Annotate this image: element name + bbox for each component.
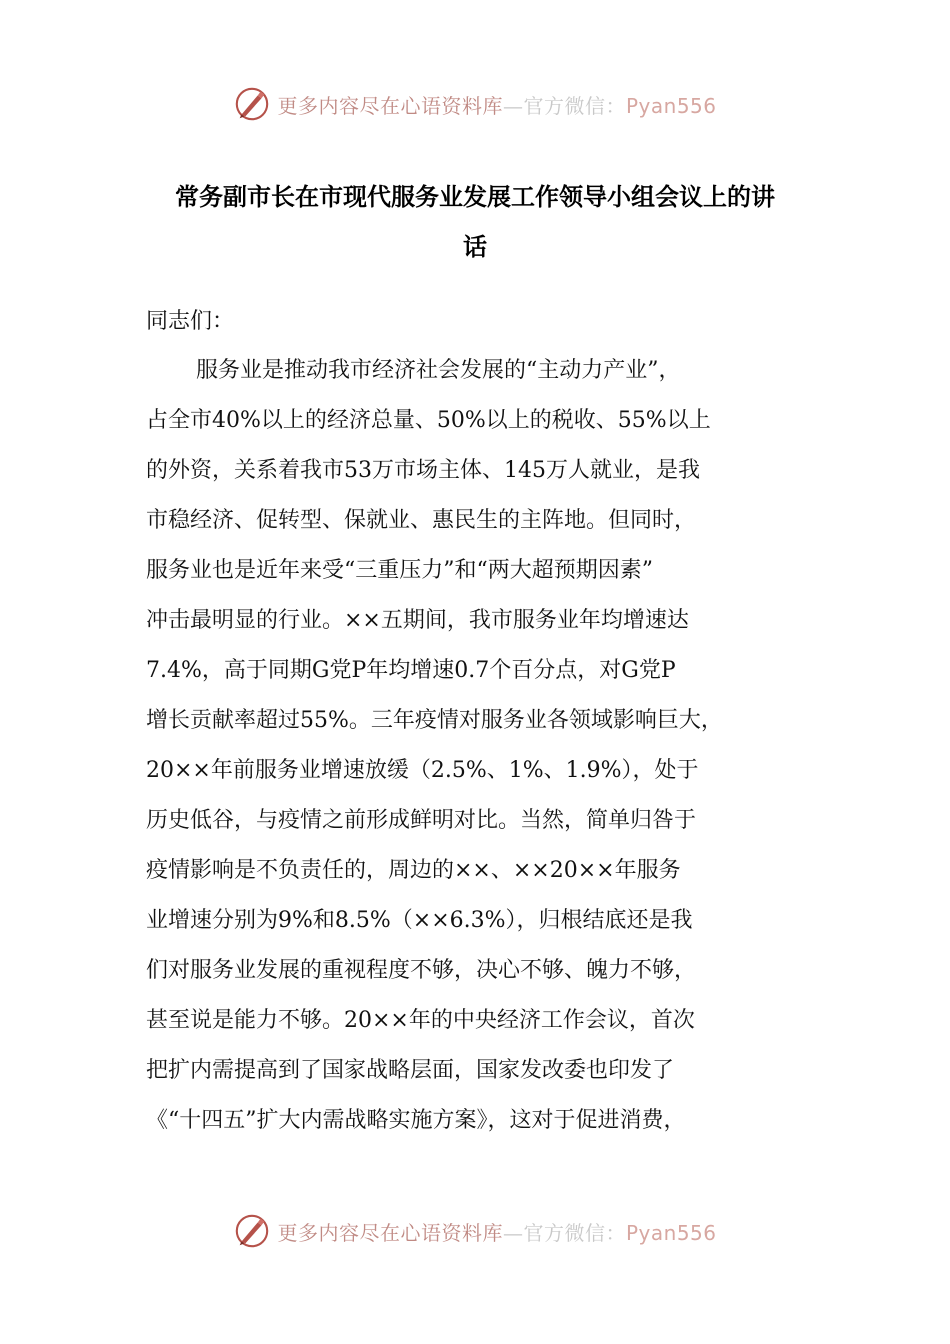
watermark-wechat-id: Pyan556: [625, 93, 717, 118]
title-line: 话: [463, 233, 487, 261]
title-line: 常务副市长在市现代服务业发展工作领导小组会议上的讲: [175, 183, 775, 211]
watermark-text: [277, 90, 716, 119]
watermark-prefix: 更多内容尽在心语资料库: [277, 93, 503, 118]
paragraph-line: 把扩内需提高到了国家战略层面，国家发改委也印发了: [146, 1058, 675, 1083]
paragraph-line: 冲击最明显的行业。××五期间，我市服务业年均增速达: [146, 608, 689, 633]
watermark-dash: —: [502, 1220, 524, 1245]
paragraph-line: 的外资，关系着我市53万市场主体、145万人就业，是我: [146, 458, 700, 483]
watermark-text: [277, 1217, 716, 1246]
paragraph-line: 历史低谷，与疫情之前形成鲜明对比。当然，简单归咎于: [146, 808, 697, 833]
footer-watermark: [0, 1209, 950, 1253]
paragraph-line: 服务业也是近年来受“三重压力”和“两大超预期因素”: [146, 558, 653, 583]
paragraph-line: 业增速分别为9%和8.5%（××6.3%），归根结底还是我: [146, 908, 693, 933]
watermark-dash: —: [502, 93, 524, 118]
pen-circle-icon: [233, 1212, 271, 1250]
watermark-prefix: 更多内容尽在心语资料库: [277, 1220, 503, 1245]
watermark-wechat-label: 官方微信：: [523, 93, 626, 118]
paragraph-line: 增长贡献率超过55%。三年疫情对服务业各领域影响巨大，: [146, 708, 723, 733]
paragraph-line: 《“十四五”扩大内需战略实施方案》，这对于促进消费，: [146, 1108, 686, 1133]
body-paragraph: [146, 346, 816, 1146]
watermark-wechat-id: Pyan556: [625, 1220, 717, 1245]
paragraph-line: 市稳经济、促转型、保就业、惠民生的主阵地。但同时，: [146, 508, 697, 533]
greeting: 同志们：: [146, 309, 235, 334]
pen-circle-icon: [233, 85, 271, 123]
document-title: [140, 172, 810, 272]
paragraph-line: 占全市40%以上的经济总量、50%以上的税收、55%以上: [146, 408, 711, 433]
paragraph-line: 20××年前服务业增速放缓（2.5%、1%、1.9%），处于: [146, 758, 699, 783]
paragraph-line: 7.4%，高于同期G党P年均增速0.7个百分点，对G党P: [146, 658, 676, 683]
paragraph-line: 疫情影响是不负责任的，周边的××、××20××年服务: [146, 858, 681, 883]
header-watermark: [0, 82, 950, 126]
watermark-wechat-label: 官方微信：: [523, 1220, 626, 1245]
paragraph-line: 们对服务业发展的重视程度不够，决心不够、魄力不够，: [146, 958, 697, 983]
paragraph-line: 服务业是推动我市经济社会发展的“主动力产业”，: [196, 358, 681, 383]
paragraph-line: 甚至说是能力不够。20××年的中央经济工作会议，首次: [146, 1008, 695, 1033]
